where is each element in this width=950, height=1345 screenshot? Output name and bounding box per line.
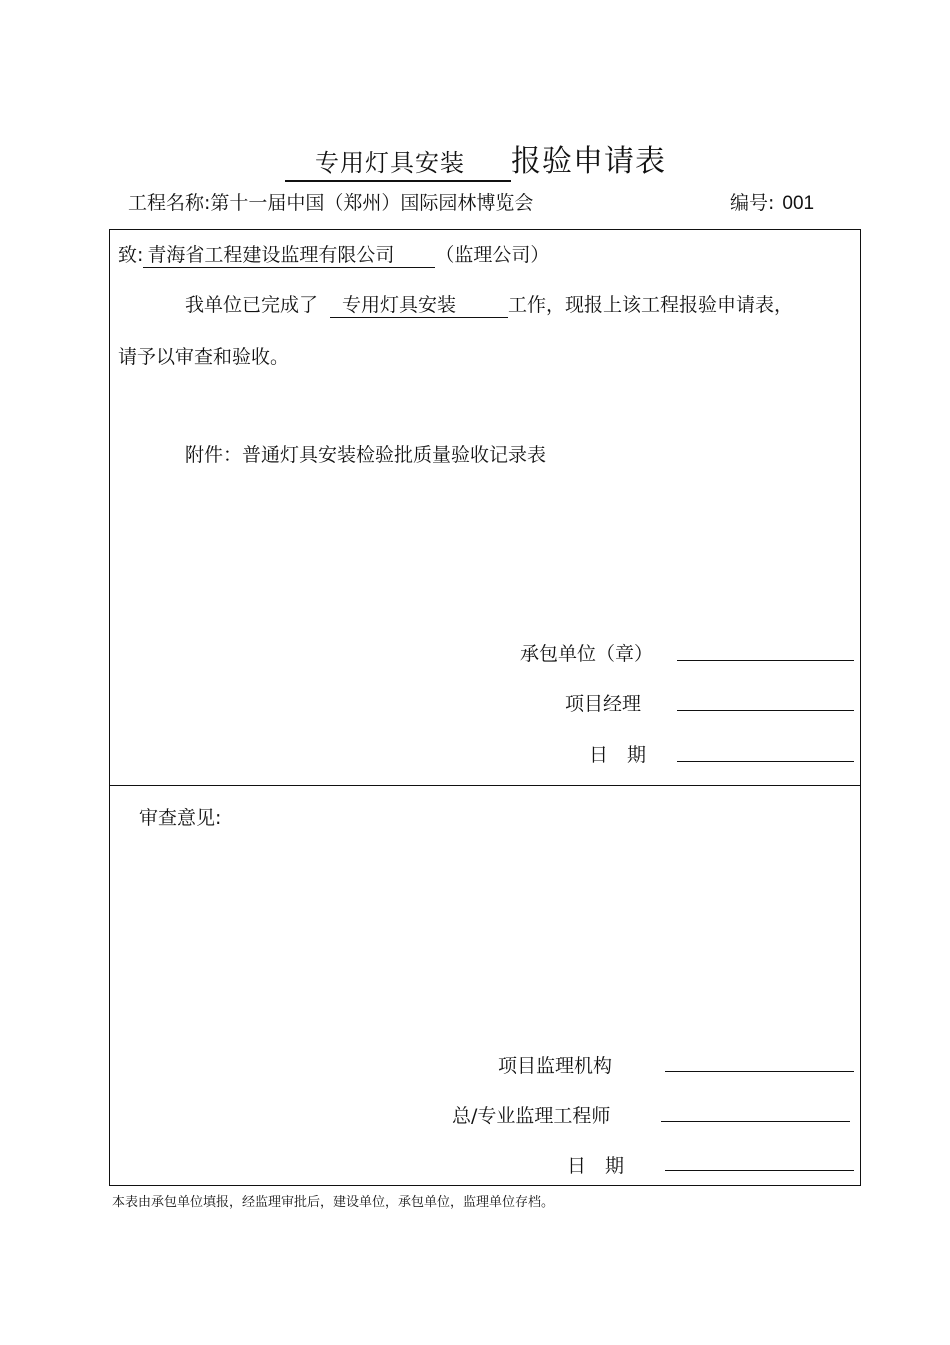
body-prefix: 我单位已完成了 xyxy=(185,294,319,316)
body-line-1 xyxy=(185,290,793,318)
sign-contractor-field[interactable] xyxy=(677,660,854,661)
review-date-label: 日 期 xyxy=(567,1155,625,1177)
title-subject: 专用灯具安装 xyxy=(285,146,511,182)
review-engineer-field[interactable] xyxy=(661,1121,850,1122)
sign-manager-field[interactable] xyxy=(677,710,854,711)
number-value: 001 xyxy=(782,193,815,214)
body-line-2: 请予以审查和验收。 xyxy=(118,346,290,368)
footer-note: 本表由承包单位填报，经监理审批后，建设单位，承包单位，监理单位存档。 xyxy=(112,1195,555,1210)
body-suffix: 工作，现报上该工程报验申请表， xyxy=(508,294,794,316)
to-label: 致: xyxy=(118,244,144,266)
sign-date-label: 日 期 xyxy=(589,744,647,766)
review-opinion-label: 审查意见: xyxy=(139,807,222,829)
to-company: 青海省工程建设监理有限公司 xyxy=(143,243,435,268)
to-role: （监理公司） xyxy=(435,244,550,266)
document-number xyxy=(730,188,814,215)
title-suffix: 报验申请表 xyxy=(511,144,666,179)
form-title xyxy=(285,136,666,182)
body-work: 专用灯具安装 xyxy=(330,293,508,318)
project-label: 工程名称: xyxy=(128,192,211,214)
sign-contractor-label: 承包单位（章） xyxy=(520,643,654,665)
sign-date-field[interactable] xyxy=(677,761,854,762)
project-name: 第十一届中国（郑州）国际园林博览会 xyxy=(210,192,534,214)
review-engineer-label: 总/专业监理工程师 xyxy=(452,1105,611,1127)
sign-manager-label: 项目经理 xyxy=(565,693,642,715)
attachment-line: 附件：普通灯具安装检验批质量验收记录表 xyxy=(185,444,547,466)
review-org-label: 项目监理机构 xyxy=(498,1055,613,1077)
review-org-field[interactable] xyxy=(665,1071,854,1072)
addressee-line xyxy=(118,240,549,268)
review-date-field[interactable] xyxy=(665,1170,854,1171)
project-line xyxy=(128,188,533,215)
number-label: 编号: xyxy=(730,192,775,214)
review-opinion-area[interactable] xyxy=(240,800,840,1000)
